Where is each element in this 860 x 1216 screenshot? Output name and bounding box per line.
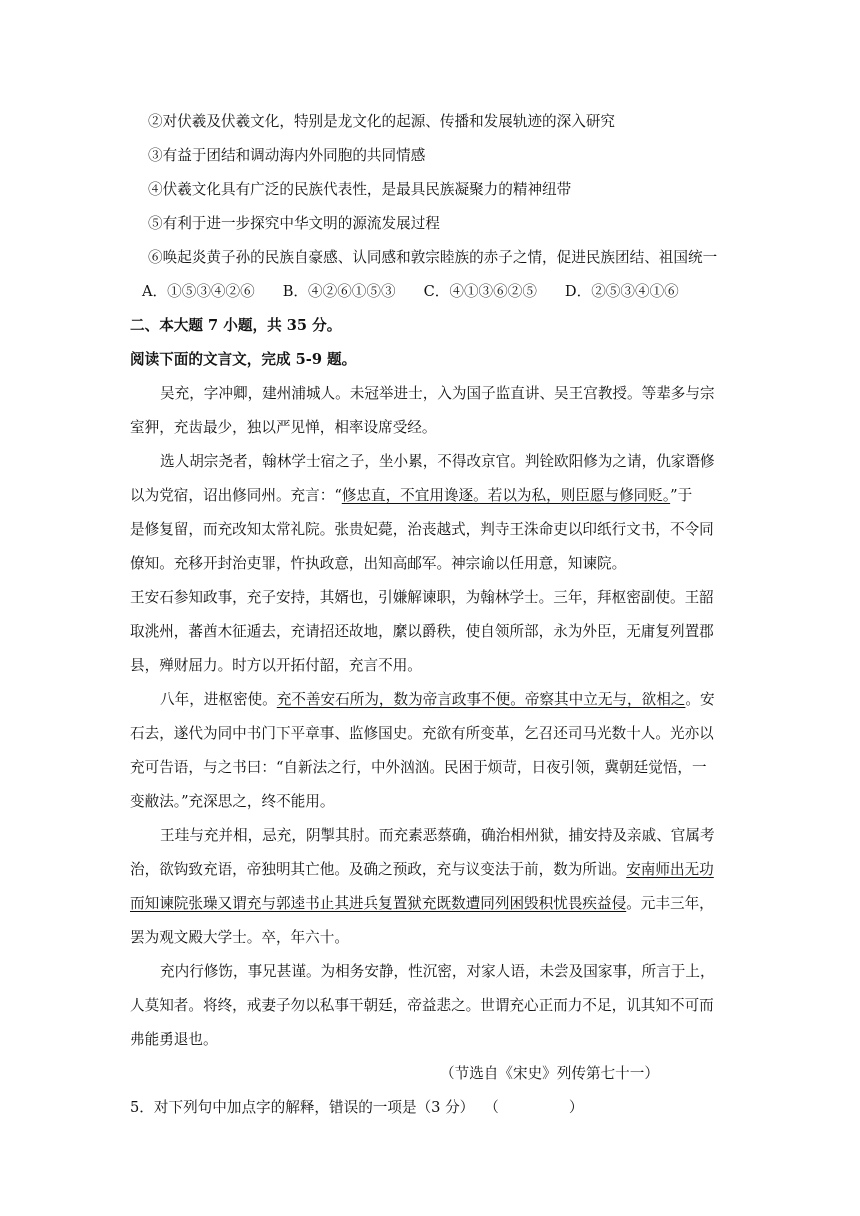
paragraph-6-line: 人莫知者。将终，戒妻子勿以私事干朝廷，帝益悲之。世谓充心正而力不足，讥其知不可而 [130, 997, 714, 1014]
paragraph-5-line: 罢为观文殿大学士。卒，年六十。 [130, 929, 349, 946]
answer-options [142, 282, 752, 302]
text-span: ”于 [670, 487, 693, 504]
answer-paren-open: （ [484, 1099, 499, 1116]
paragraph-1-line: 吴充，字冲卿，建州浦城人。未冠举进士，入为国子监直讲、吴王宫教授。等辈多与宗 [160, 385, 715, 402]
source-citation: （节选自《宋史》列传第七十一） [440, 1065, 659, 1082]
paragraph-1-line: 室狎，充齿最少，独以严见惮，相率设席受经。 [130, 419, 437, 436]
paragraph-2-line: 选人胡宗尧者，翰林学士宿之子，坐小累，不得改京官。判铨欧阳修为之请，仇家谮修 [160, 453, 715, 470]
paragraph-2-line: 是修复留，而充改知太常礼院。张贵妃薨，治丧越式，判寺王洙命吏以印纸行文书，不令同 [130, 521, 714, 538]
paragraph-5-line [130, 860, 740, 880]
question-5 [130, 1098, 740, 1118]
underlined-sentence: 安南师出无功 [626, 861, 714, 878]
text-span: 治，欲钩致充语，帝独明其亡他。及确之预政，充与议变法于前，数为所诎。 [130, 861, 627, 878]
paragraph-4-line: 石去，遂代为同中书门下平章事、监修国史。充欲有所变革，乞召还司马光数十人。光亦以 [130, 725, 714, 742]
paragraph-6-line: 充内行修饬，事兄甚谨。为相务安静，性沉密，对家人语，未尝及国家事，所言于上， [160, 963, 715, 980]
paragraph-4-line: 充可告语，与之书曰：“自新法之行，中外汹汹。民困于烦苛，日夜引领，冀朝廷觉悟，一 [130, 759, 707, 776]
answer-paren-close: ） [568, 1099, 584, 1116]
paragraph-4-line [160, 690, 770, 710]
list-item: ③有益于团结和调动海内外同胞的共同情感 [148, 147, 426, 164]
list-item: ⑥唤起炎黄子孙的民族自豪感、认同感和敦宗睦族的赤子之情，促进民族团结、祖国统一 [148, 249, 718, 266]
text-span: 以为党宿，诏出修同州。充言：“ [130, 487, 342, 504]
underlined-sentence: 而知谏院张璪又谓充与郭逵书止其进兵复置狱充既数遭同列困毁积忧畏疾益侵 [130, 895, 627, 912]
paragraph-3-line: 王安石参知政事，充子安持，其婿也，引嫌解谏职，为翰林学士。三年，拜枢密副使。王韶 [130, 589, 714, 606]
text-span: 八年，进枢密使。 [160, 691, 277, 708]
underlined-sentence: 充不善安石所为，数为帝言政事不便。帝察其中立无与，欲相之 [276, 691, 686, 708]
option-b: B．④②⑥①⑤③ [282, 283, 396, 300]
paragraph-2-line [130, 486, 740, 506]
underlined-sentence: 修忠直，不宜用谗逐。若以为私，则臣愿与修同贬。 [341, 487, 671, 504]
text-span: 。元丰三年， [626, 895, 714, 912]
option-d: D．②⑤③④①⑥ [564, 283, 679, 300]
paragraph-2-line: 僚知。充移开封治吏罪，忤执政意，出知高邮军。神宗谕以任用意，知谏院。 [130, 555, 627, 572]
instruction: 阅读下面的文言文，完成 5-9 题。 [130, 351, 357, 368]
list-item: ⑤有利于进一步探究中华文明的源流发展过程 [148, 215, 440, 232]
text-span: 。安 [685, 691, 715, 708]
option-c: C．④①③⑥②⑤ [423, 283, 537, 300]
paragraph-4-line: 变敝法。”充深思之，终不能用。 [130, 793, 335, 810]
paragraph-5-line [130, 894, 740, 914]
paragraph-3-line: 取洮州，蕃酋木征遁去，充请招还故地，縻以爵秩，使自领所部，永为外臣，无庸复列置郡 [130, 623, 714, 640]
section-heading: 二、本大题 7 小题，共 35 分。 [130, 317, 342, 334]
list-item: ②对伏羲及伏羲文化，特别是龙文化的起源、传播和发展轨迹的深入研究 [148, 113, 616, 130]
paragraph-5-line: 王珪与充并相，忌充，阴掣其肘。而充素恶蔡确，确治相州狱，捕安持及亲戚、官属考 [160, 827, 715, 844]
paragraph-3-line: 县，殚财屈力。时方以开拓付韶，充言不用。 [130, 657, 422, 674]
option-a: A．①⑤③④②⑥ [142, 283, 255, 300]
paragraph-6-line: 弗能勇退也。 [130, 1031, 218, 1048]
question-text: 5．对下列句中加点字的解释，错误的一项是（3 分） [130, 1099, 475, 1116]
list-item: ④伏羲文化具有广泛的民族代表性，是最具民族凝聚力的精神纽带 [148, 181, 572, 198]
